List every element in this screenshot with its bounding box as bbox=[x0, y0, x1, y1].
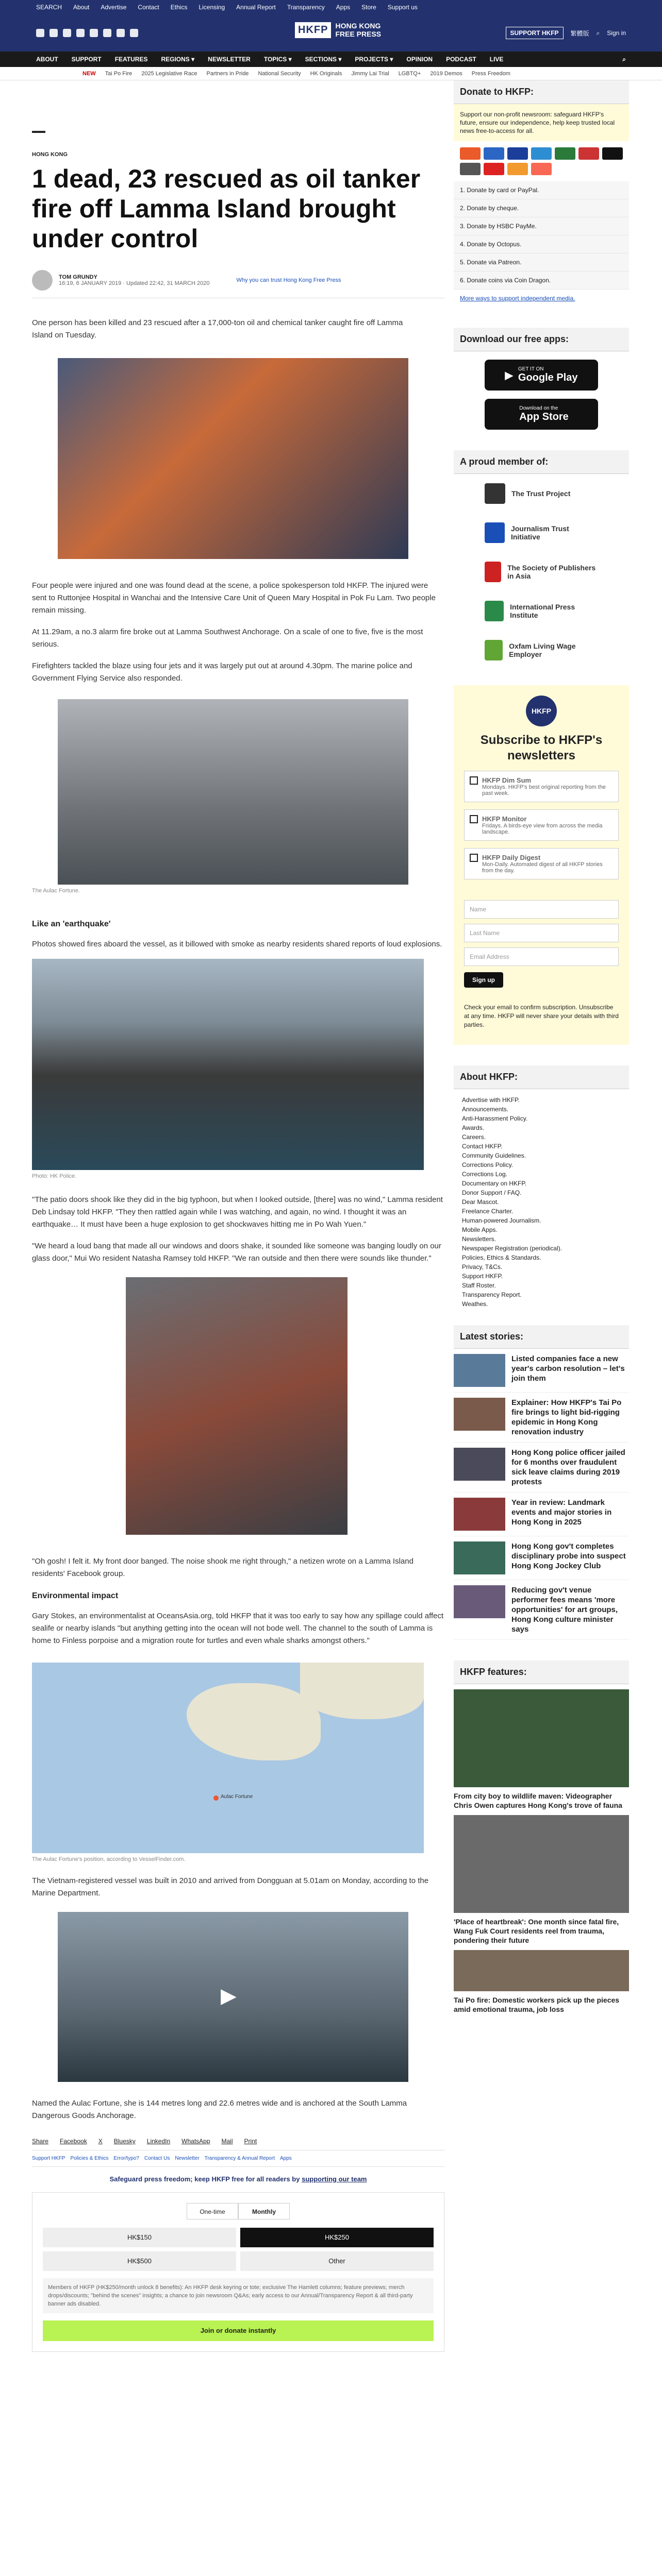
share-bluesky[interactable]: Bluesky bbox=[113, 2138, 136, 2145]
donate-way[interactable]: 4. Donate by Octopus. bbox=[454, 235, 629, 253]
ipi-icon bbox=[485, 601, 504, 621]
trust-link[interactable]: Why you can trust Hong Kong Free Press bbox=[236, 277, 341, 283]
instagram-icon[interactable] bbox=[63, 29, 71, 37]
tag-link[interactable]: Contact Us bbox=[144, 2156, 170, 2161]
about-link[interactable]: Documentary on HKFP. bbox=[462, 1180, 527, 1187]
sign-in-link[interactable]: Sign in bbox=[607, 29, 626, 37]
story-title[interactable]: Listed companies face a new year's carbon resolution – let's join them bbox=[511, 1354, 625, 1383]
amex-icon bbox=[531, 147, 552, 160]
about-link[interactable]: Awards. bbox=[462, 1124, 485, 1131]
member-title: A proud member of: bbox=[454, 450, 629, 474]
donate-intro[interactable]: Support our non-profit newsroom: safeguard HKFP's future, ensure our independence, help keep trusted local news free-to-access for all. bbox=[454, 104, 629, 141]
author-name[interactable]: TOM GRUNDY bbox=[59, 274, 97, 280]
checkbox-icon[interactable] bbox=[470, 815, 478, 823]
paragraph: Firefighters tackled the blaze using four jets and it was largely put out at around 4.30pm. The marine police and Government Flying Service also responded. bbox=[32, 662, 412, 683]
video-player[interactable] bbox=[58, 1912, 408, 2082]
topbar-ethics[interactable]: Ethics bbox=[170, 4, 188, 11]
member-name: International Press Institute bbox=[510, 603, 575, 619]
story-thumbnail[interactable] bbox=[454, 1541, 505, 1574]
topbar-store[interactable]: Store bbox=[361, 4, 376, 11]
feature-title[interactable]: Tai Po fire: Domestic workers pick up the pieces amid emotional trauma, job loss bbox=[454, 1996, 620, 2013]
newsletter-option-title: HKFP Dim Sum bbox=[482, 776, 532, 784]
newsletter-option[interactable] bbox=[464, 809, 619, 841]
newsletter-option-text bbox=[482, 815, 613, 835]
author-avatar[interactable] bbox=[32, 270, 53, 291]
top-utility-bar bbox=[0, 0, 662, 14]
topbar-annual-report[interactable]: Annual Report bbox=[236, 4, 276, 11]
search-icon[interactable]: ⌕ bbox=[596, 29, 600, 37]
newsletter-option-text bbox=[482, 854, 613, 874]
member-logo[interactable] bbox=[454, 513, 629, 552]
topbar-support[interactable]: Support us bbox=[387, 4, 418, 11]
topbar-about[interactable]: About bbox=[73, 4, 90, 11]
nav-features[interactable]: FEATURES bbox=[114, 56, 148, 63]
newsletter-option-desc: Fridays. A birds-eye view from across the media landscape. bbox=[482, 823, 603, 835]
donate-widget bbox=[32, 2192, 444, 2352]
member-logo[interactable] bbox=[454, 591, 629, 631]
article-kicker[interactable]: HONG KONG bbox=[32, 151, 68, 158]
one-time-toggle[interactable]: One-time bbox=[187, 2203, 238, 2219]
story-thumbnail[interactable] bbox=[454, 1448, 505, 1481]
latest-story[interactable] bbox=[454, 1580, 629, 1640]
octopus-icon bbox=[507, 163, 528, 175]
photo-tanker-fire[interactable] bbox=[32, 959, 424, 1170]
footer-links bbox=[32, 2156, 444, 2167]
newsletter-option-text bbox=[482, 776, 613, 796]
logo-line-1: HONG KONG bbox=[335, 22, 381, 30]
photo-crowd[interactable] bbox=[126, 1277, 347, 1535]
share-facebook[interactable]: Facebook bbox=[60, 2138, 87, 2145]
language-switch[interactable]: 繁體版 bbox=[570, 29, 589, 37]
title-rule bbox=[32, 131, 45, 133]
patreon-icon bbox=[531, 163, 552, 175]
threads-icon[interactable] bbox=[76, 29, 85, 37]
share-print[interactable]: Print bbox=[244, 2138, 257, 2145]
feature-title[interactable]: 'Place of heartbreak': One month since fatal fire, Wang Fuk Court residents reel from trauma, pondering their future bbox=[454, 1918, 619, 1944]
logo-line-2: FREE PRESS bbox=[335, 30, 382, 38]
linkedin-icon[interactable] bbox=[90, 29, 98, 37]
story-title[interactable]: Hong Kong police officer jailed for 6 months over fraudulent sick leave claims during 2019 protests bbox=[511, 1448, 625, 1486]
gpay-icon bbox=[460, 163, 481, 175]
story-title[interactable]: Reducing gov't venue performer fees means 'more opportunities' for art groups, Hong Kong culture minister says bbox=[511, 1586, 618, 1634]
jcb-icon bbox=[555, 147, 575, 160]
paypal-icon bbox=[484, 147, 504, 160]
sign-up-button[interactable]: Sign up bbox=[464, 972, 503, 988]
donate-button[interactable]: Join or donate instantly bbox=[43, 2320, 434, 2341]
google-play-icon: ▶ bbox=[505, 369, 513, 381]
checkbox-icon[interactable] bbox=[470, 776, 478, 785]
google-play-text bbox=[518, 366, 578, 384]
about-link[interactable]: Careers. bbox=[462, 1133, 486, 1141]
trending-item[interactable]: LGBTQ+ bbox=[398, 70, 421, 77]
main-nav bbox=[0, 52, 662, 67]
x-icon[interactable] bbox=[49, 29, 58, 37]
feature-title[interactable]: From city boy to wildlife maven: Videographer Chris Owen captures Hong Kong's trove of fauna bbox=[454, 1792, 622, 1809]
paragraph: Four people were injured and one was found dead at the scene, a police spokesperson told HKFP. The injured were sent to Ruttonjee Hospital in Wanchai and the Intensive Care Unit of Queen Mary Hospital in Pok Fu Lam. Two people remain missing. bbox=[32, 581, 436, 615]
hkfp-logo[interactable] bbox=[295, 22, 381, 38]
newsletter-option[interactable] bbox=[464, 848, 619, 879]
member-logo[interactable] bbox=[454, 552, 629, 591]
story-title[interactable]: Hong Kong gov't completes disciplinary probe into suspect Hong Kong Jockey Club bbox=[511, 1542, 626, 1570]
app-store-button[interactable] bbox=[485, 399, 598, 430]
facebook-icon[interactable] bbox=[36, 29, 44, 37]
about-link[interactable]: Advertise with HKFP. bbox=[462, 1096, 520, 1104]
about-list bbox=[454, 1089, 629, 1315]
about-title: About HKFP: bbox=[454, 1065, 629, 1089]
paragraph: "Oh gosh! I felt it. My front door banged. The noise shook me right through," a netizen wrote on a Lamma Island residents' Facebook group. bbox=[32, 1557, 413, 1578]
nav-search-icon[interactable]: ⌕ bbox=[622, 55, 626, 63]
newsletter-note: Check your email to confirm subscription. Unsubscribe at any time. HKFP will never share your details with third parties. bbox=[464, 1004, 619, 1028]
byline-text bbox=[59, 274, 210, 286]
photo-rescued-crew[interactable] bbox=[58, 358, 408, 559]
latest-title: Latest stories: bbox=[454, 1325, 629, 1349]
topbar-contact[interactable]: Contact bbox=[138, 4, 159, 11]
features-title: HKFP features: bbox=[454, 1660, 629, 1684]
about-link[interactable]: Corrections Policy. bbox=[462, 1161, 514, 1168]
paragraph: "We heard a loud bang that made all our windows and doors shake, it sounded like someone was banging loudly on our glass door," Mui Wo resident Natasha Ramsey told HKFP. "We ran outside and then there were sounds like thunder." bbox=[32, 1242, 441, 1263]
nav-sections[interactable]: SECTIONS ▾ bbox=[305, 56, 342, 63]
donate-promo bbox=[32, 2175, 444, 2183]
masthead bbox=[0, 14, 662, 52]
nav-projects[interactable]: PROJECTS ▾ bbox=[355, 56, 393, 63]
applepay-icon bbox=[602, 147, 623, 160]
support-hkfp-button[interactable]: SUPPORT HKFP bbox=[506, 27, 564, 39]
visa-icon bbox=[507, 147, 528, 160]
latest-story[interactable] bbox=[454, 1393, 629, 1443]
donate-promo-link[interactable]: supporting our team bbox=[302, 2175, 367, 2183]
newsletter-option-title: HKFP Daily Digest bbox=[482, 854, 541, 861]
app-store-text bbox=[519, 405, 569, 423]
paragraph: Gary Stokes, an environmentalist at OceansAsia.org, told HKFP that it was too early to say how any spillage could affect sealife or nearby islands "but anything getting into the ocean will not bode well. The channel to the south of Lamma is home to Finless porpoise and a migration route for turtles and even whale sharks amongst others." bbox=[32, 1612, 444, 1645]
member-name: Journalism Trust Initiative bbox=[510, 524, 569, 541]
vessel-marker-icon[interactable] bbox=[213, 1795, 219, 1801]
story-thumbnail[interactable] bbox=[454, 1398, 505, 1431]
caption: The Aulac Fortune's position, according to VesselFinder.com. bbox=[32, 1856, 186, 1862]
newsletter-option-desc: Mondays. HKFP's best original reporting from the past week. bbox=[482, 784, 606, 796]
about-link[interactable]: Dear Mascot. bbox=[462, 1198, 499, 1206]
tag-link[interactable]: Transparency & Annual Report bbox=[204, 2156, 275, 2161]
donate-way[interactable]: 2. Donate by cheque. bbox=[454, 199, 629, 217]
about-link[interactable]: Transparency Report. bbox=[462, 1291, 522, 1298]
apps-title: Download our free apps: bbox=[454, 328, 629, 351]
tag-link[interactable]: Policies & Ethics bbox=[70, 2156, 109, 2161]
tag-link[interactable]: Support HKFP bbox=[32, 2156, 65, 2161]
byline bbox=[32, 270, 444, 291]
about-link[interactable]: Community Guidelines. bbox=[462, 1152, 526, 1159]
donate-promo-text: Safeguard press freedom; keep HKFP free for all readers by bbox=[109, 2175, 300, 2183]
newsletter-option-title: HKFP Monitor bbox=[482, 815, 527, 823]
trending-item[interactable]: Partners in Pride bbox=[206, 70, 249, 77]
google-play-label: Google Play bbox=[518, 372, 578, 383]
map-vessel-label: Aulac Fortune bbox=[221, 1794, 253, 1800]
about-link[interactable]: Contact HKFP. bbox=[462, 1143, 503, 1150]
play-icon[interactable]: ▶ bbox=[221, 1985, 237, 2007]
newsletter-badge: HKFP bbox=[526, 696, 557, 726]
caption: Photo: HK Police. bbox=[32, 1173, 77, 1179]
trending-item[interactable]: Tai Po Fire bbox=[105, 70, 133, 77]
about-link[interactable]: Staff Roster. bbox=[462, 1282, 496, 1289]
newsletter-box bbox=[454, 685, 629, 1045]
paragraph: The Vietnam-registered vessel was built in 2010 and arrived from Dongguan at 5.01am on Monday, according to the Marine Department. bbox=[32, 1876, 429, 1897]
about-link[interactable]: Corrections Log. bbox=[462, 1171, 508, 1178]
name-input[interactable]: Name bbox=[464, 900, 619, 919]
about-link[interactable]: Human-powered Journalism. bbox=[462, 1217, 541, 1224]
unionpay-icon bbox=[578, 147, 599, 160]
email-icon[interactable] bbox=[117, 29, 125, 37]
about-link[interactable]: Support HKFP. bbox=[462, 1273, 503, 1280]
app-store-small: Download on the bbox=[519, 405, 558, 411]
amount-option[interactable]: HK$250 bbox=[240, 2228, 434, 2247]
about-link[interactable]: Weathes. bbox=[462, 1300, 488, 1308]
topbar-transparency[interactable]: Transparency bbox=[287, 4, 325, 11]
share-x[interactable]: X bbox=[98, 2138, 103, 2145]
oxfam-icon bbox=[485, 640, 503, 660]
newsletter-title: Subscribe to HKFP's newsletters bbox=[480, 733, 603, 762]
google-play-button[interactable] bbox=[485, 360, 598, 391]
newsletter-option-desc: Mon-Daily. Automated digest of all HKFP stories from the day. bbox=[482, 861, 603, 874]
youtube-icon[interactable] bbox=[103, 29, 111, 37]
share-link[interactable]: Share bbox=[32, 2138, 49, 2145]
donation-frequency bbox=[43, 2203, 434, 2219]
photo-tanker-smoke[interactable] bbox=[58, 699, 408, 885]
about-link[interactable]: Newspaper Registration (periodical). bbox=[462, 1245, 562, 1252]
about-link[interactable]: Announcements. bbox=[462, 1106, 509, 1113]
article-title: 1 dead, 23 rescued as oil tanker fire off Lamma Island brought under control bbox=[32, 164, 421, 253]
trending-bar bbox=[0, 67, 662, 80]
nav-live[interactable]: LIVE bbox=[489, 56, 504, 63]
trending-item[interactable]: Jimmy Lai Trial bbox=[351, 70, 389, 77]
latest-story[interactable] bbox=[454, 1536, 629, 1580]
donate-way[interactable]: 5. Donate via Patreon. bbox=[454, 253, 629, 272]
feature-story[interactable] bbox=[454, 1950, 629, 2014]
story-thumbnail[interactable] bbox=[454, 1354, 505, 1387]
donate-title: Donate to HKFP: bbox=[454, 80, 629, 104]
trending-item[interactable]: HK Originals bbox=[310, 70, 342, 77]
story-thumbnail[interactable] bbox=[454, 1498, 505, 1531]
feature-story[interactable] bbox=[454, 1815, 629, 1945]
amount-option[interactable]: Other bbox=[240, 2251, 434, 2271]
mastercard-icon bbox=[460, 147, 481, 160]
checkbox-icon[interactable] bbox=[470, 854, 478, 862]
email-input[interactable]: Email Address bbox=[464, 947, 619, 966]
story-thumbnail[interactable] bbox=[454, 1585, 505, 1618]
social-icons bbox=[36, 29, 138, 37]
feature-thumbnail[interactable] bbox=[454, 1950, 629, 1991]
vessel-map[interactable] bbox=[32, 1663, 424, 1853]
trending-item[interactable]: Press Freedom bbox=[471, 70, 510, 77]
about-link[interactable]: Newsletters. bbox=[462, 1235, 496, 1243]
nav-newsletter[interactable]: NEWSLETTER bbox=[208, 56, 251, 63]
nav-topics[interactable]: TOPICS ▾ bbox=[263, 56, 292, 63]
newsletter-option[interactable] bbox=[464, 771, 619, 802]
about-link[interactable]: Donor Support / FAQ. bbox=[462, 1189, 522, 1196]
story-title[interactable]: Year in review: Landmark events and major stories in Hong Kong in 2025 bbox=[511, 1498, 612, 1527]
nav-opinion[interactable]: OPINION bbox=[406, 56, 433, 63]
feature-thumbnail[interactable] bbox=[454, 1689, 629, 1787]
story-title[interactable]: Explainer: How HKFP's Tai Po fire brings to light bid-rigging epidemic in Hong Kong renovation industry bbox=[511, 1398, 622, 1436]
share-linkedin[interactable]: LinkedIn bbox=[146, 2138, 171, 2145]
paragraph: At 11.29am, a no.3 alarm fire broke out at Lamma Southwest Anchorage. On a scale of one to five, five is the most serious. bbox=[32, 628, 423, 649]
member-name: The Society of Publishers in Asia bbox=[507, 564, 596, 580]
masthead-actions bbox=[506, 27, 626, 39]
rss-icon[interactable] bbox=[130, 29, 138, 37]
about-link[interactable]: Freelance Charter. bbox=[462, 1208, 514, 1215]
article-dates: 16:19, 6 JANUARY 2019 · Updated 22:42, 31 MARCH 2020 bbox=[59, 280, 210, 286]
donate-way[interactable]: 1. Donate by card or PayPal. bbox=[454, 181, 629, 199]
membership-note: Members of HKFP (HK$250/month unlock 8 benefits): An HKFP desk keyring or tote; exclusive The Hamlett columns; feature previews; merch drops/discounts; "behind the scenes" insights; a chance to join newsroom Q&As; early access to our Annual/Transparency Report & all third-party banner ads disabled. bbox=[43, 2278, 434, 2313]
logo-text bbox=[335, 22, 381, 38]
donate-way[interactable]: 3. Donate by HSBC PayMe. bbox=[454, 217, 629, 235]
monthly-toggle[interactable]: Monthly bbox=[238, 2203, 290, 2219]
paragraph: Named the Aulac Fortune, she is 144 metres long and 22.6 metres wide and is anchored at the South Lamma Dangerous Goods Anchorage. bbox=[32, 2099, 407, 2120]
about-link[interactable]: Anti-Harassment Policy. bbox=[462, 1115, 528, 1122]
topbar-advertise[interactable]: Advertise bbox=[101, 4, 127, 11]
member-name: Oxfam Living Wage Employer bbox=[509, 642, 576, 658]
tag-link[interactable]: Error/typo? bbox=[113, 2156, 139, 2161]
member-logo[interactable] bbox=[454, 474, 629, 513]
trending-label: NEW bbox=[82, 70, 96, 77]
member-logo[interactable] bbox=[454, 631, 629, 670]
section-heading: Environmental impact bbox=[32, 1591, 119, 1600]
trending-item[interactable]: 2019 Demos bbox=[430, 70, 462, 77]
share-bar bbox=[32, 2132, 444, 2150]
amount-option[interactable]: HK$500 bbox=[43, 2251, 236, 2271]
payme-icon bbox=[484, 163, 504, 175]
nav-regions[interactable]: REGIONS ▾ bbox=[161, 56, 195, 63]
more-ways-link[interactable]: More ways to support independent media. bbox=[460, 295, 575, 302]
logo-box: HKFP bbox=[295, 22, 331, 38]
donate-way[interactable]: 6. Donate coins via Coin Dragon. bbox=[454, 272, 629, 290]
article bbox=[32, 118, 444, 2352]
share-mail[interactable]: Mail bbox=[221, 2138, 233, 2145]
topbar-licensing[interactable]: Licensing bbox=[198, 4, 225, 11]
about-link[interactable]: Mobile Apps. bbox=[462, 1226, 498, 1233]
nav-support[interactable]: SUPPORT bbox=[71, 56, 102, 63]
latest-story[interactable] bbox=[454, 1349, 629, 1393]
donate-ways bbox=[454, 181, 629, 290]
about-link[interactable]: Policies, Ethics & Standards. bbox=[462, 1254, 541, 1261]
nav-podcast[interactable]: PODCAST bbox=[446, 56, 476, 63]
google-play-small: GET IT ON bbox=[518, 366, 544, 372]
latest-story[interactable] bbox=[454, 1443, 629, 1493]
last-name-input[interactable]: Last Name bbox=[464, 924, 619, 942]
paragraph: "The patio doors shook like they did in the big typhoon, but when I looked outside, [there] was no wind," Lamma resident Deb Lindsay told HKFP. "They then rattled again while I was watching, and again, no wind. I thought it was an earthquake… It must have been a huge explosion to get shockwaves hitting me in Po Wah Yuen." bbox=[32, 1195, 443, 1229]
feature-thumbnail[interactable] bbox=[454, 1815, 629, 1913]
tag-link[interactable]: Apps bbox=[279, 2156, 292, 2161]
paragraph: One person has been killed and 23 rescued after a 17,000-ton oil and chemical tanker caught fire off Lamma Island on Tuesday. bbox=[32, 318, 403, 340]
caption: The Aulac Fortune. bbox=[32, 888, 80, 894]
payment-logos bbox=[454, 141, 629, 181]
sidebar bbox=[454, 80, 629, 2014]
tag-link[interactable]: Newsletter bbox=[175, 2156, 200, 2161]
share-whatsapp[interactable]: WhatsApp bbox=[181, 2138, 210, 2145]
amount-option[interactable]: HK$150 bbox=[43, 2228, 236, 2247]
latest-story[interactable] bbox=[454, 1493, 629, 1536]
trending-item[interactable]: 2025 Legislative Race bbox=[141, 70, 197, 77]
trust-project-icon bbox=[485, 483, 505, 504]
topbar-search[interactable]: SEARCH bbox=[36, 4, 62, 11]
about-link[interactable]: Privacy, T&Cs. bbox=[462, 1263, 503, 1270]
sopa-icon bbox=[485, 562, 501, 582]
map-landmass bbox=[300, 1663, 424, 1719]
section-heading: Like an 'earthquake' bbox=[32, 920, 111, 928]
app-store-label: App Store bbox=[519, 411, 569, 422]
topbar-apps[interactable]: Apps bbox=[336, 4, 351, 11]
trending-item[interactable]: National Security bbox=[258, 70, 301, 77]
member-name: The Trust Project bbox=[511, 489, 571, 498]
paragraph: Photos showed fires aboard the vessel, as it billowed with smoke as nearby residents shared reports of loud explosions. bbox=[32, 940, 442, 948]
amount-options bbox=[43, 2228, 434, 2271]
feature-story[interactable] bbox=[454, 1689, 629, 1810]
nav-about[interactable]: ABOUT bbox=[36, 56, 58, 63]
jti-icon bbox=[485, 522, 505, 543]
